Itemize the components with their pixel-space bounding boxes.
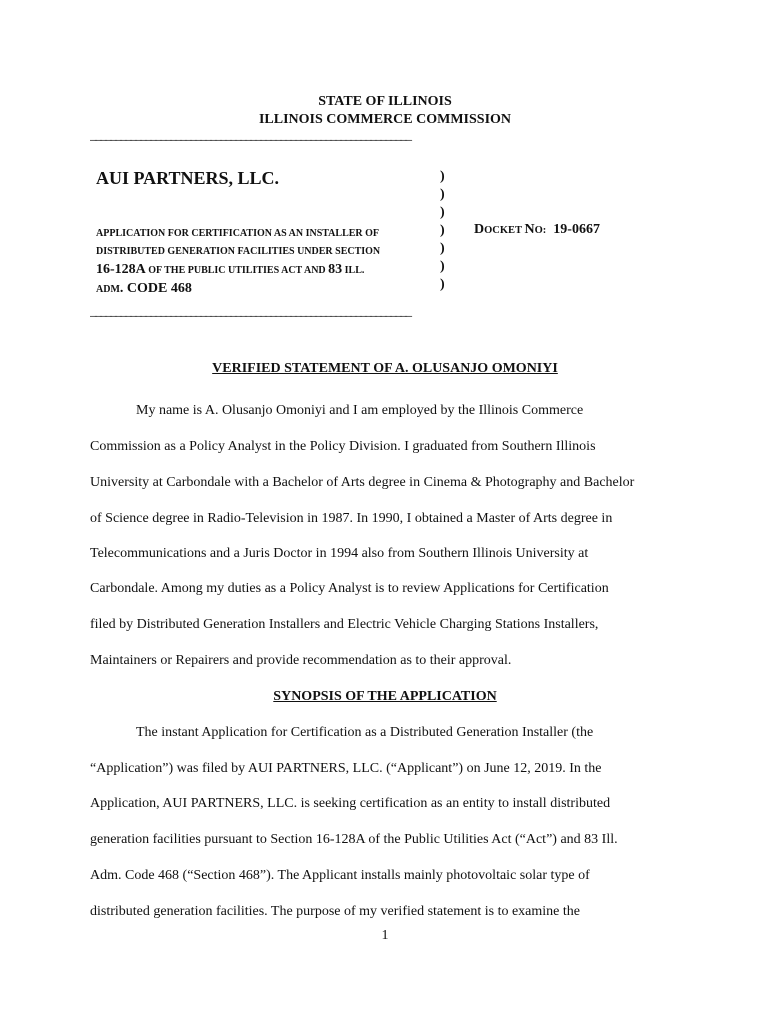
docket-label-o: O:: [534, 225, 547, 236]
body-line: “Application”) was filed by AUI PARTNERS, LLC. (“Applicant”) on June 12, 2019. In the: [90, 761, 602, 776]
application-line-4: [96, 280, 380, 299]
section-number: 16-128A: [96, 262, 146, 277]
body-line: Telecommunications and a Juris Doctor in 1994 also from Southern Illinois University at: [90, 546, 589, 561]
body-line: Adm. Code 468 (“Section 468”). The Applicant installs mainly photovoltaic solar type of: [90, 868, 590, 883]
paren: ): [440, 169, 445, 184]
docket-value: 19-0667: [553, 222, 600, 237]
body-line: My name is A. Olusanjo Omoniyi and I am employed by the Illinois Commerce: [136, 403, 584, 418]
docket-label-n: N: [524, 222, 535, 237]
paren: ): [440, 277, 445, 292]
paren: ): [440, 241, 445, 256]
synopsis-title: SYNOPSIS OF THE APPLICATION: [273, 689, 497, 704]
paren: ): [440, 205, 445, 220]
title-number: 83: [328, 262, 343, 277]
paren: ): [440, 223, 445, 238]
page-number: 1: [381, 928, 389, 943]
paren: ): [440, 259, 445, 274]
application-line-3-text: OF THE PUBLIC UTILITIES ACT AND: [145, 265, 329, 276]
body-line: filed by Distributed Generation Installers and Electric Vehicle Charging Stations Installers,: [90, 617, 599, 632]
header-rule: ________________________________________________________________: [90, 128, 410, 143]
application-caption: [96, 225, 380, 299]
application-line-3: [96, 261, 380, 280]
caption-parens: [440, 168, 445, 294]
statement-title: VERIFIED STATEMENT OF A. OLUSANJO OMONIYI: [212, 361, 558, 376]
code-number: 468: [170, 281, 192, 296]
body-line: The instant Application for Certification as a Distributed Generation Installer (the: [136, 725, 594, 740]
commission-heading: ILLINOIS COMMERCE COMMISSION: [258, 112, 512, 127]
application-line-2: DISTRIBUTED GENERATION FACILITIES UNDER SECTION: [96, 246, 381, 257]
body-line: University at Carbondale with a Bachelor of Arts degree in Cinema & Photography and Bachelor: [90, 475, 635, 490]
state-heading: STATE OF ILLINOIS: [318, 94, 452, 109]
docket-label-d: D: [474, 222, 485, 237]
adm-abbrev: ADM: [96, 284, 120, 295]
body-line: Commission as a Policy Analyst in the Policy Division. I graduated from Southern Illinois: [90, 439, 596, 454]
docket-number: [474, 222, 600, 238]
docket-label-ocket: OCKET: [484, 225, 525, 236]
body-line: of Science degree in Radio-Television in 1987. In 1990, I obtained a Master of Arts degree in: [90, 511, 613, 526]
body-line: generation facilities pursuant to Section 16-128A of the Public Utilities Act (“Act”) and 83 Ill.: [90, 832, 618, 847]
body-line: Application, AUI PARTNERS, LLC. is seeking certification as an entity to install distributed: [90, 796, 611, 811]
application-line-3-end: ILL.: [342, 265, 365, 276]
body-line: Maintainers or Repairers and provide recommendation as to their approval.: [90, 653, 512, 668]
application-line-1: APPLICATION FOR CERTIFICATION AS AN INSTALLER OF: [96, 228, 380, 239]
paren: ): [440, 187, 445, 202]
party-name: AUI PARTNERS, LLC.: [96, 168, 280, 188]
body-line: distributed generation facilities. The purpose of my verified statement is to examine the: [90, 904, 580, 919]
code-label: . CODE: [119, 281, 171, 296]
caption-rule: ________________________________________________________________: [90, 304, 410, 319]
body-line: Carbondale. Among my duties as a Policy Analyst is to review Applications for Certification: [90, 581, 609, 596]
